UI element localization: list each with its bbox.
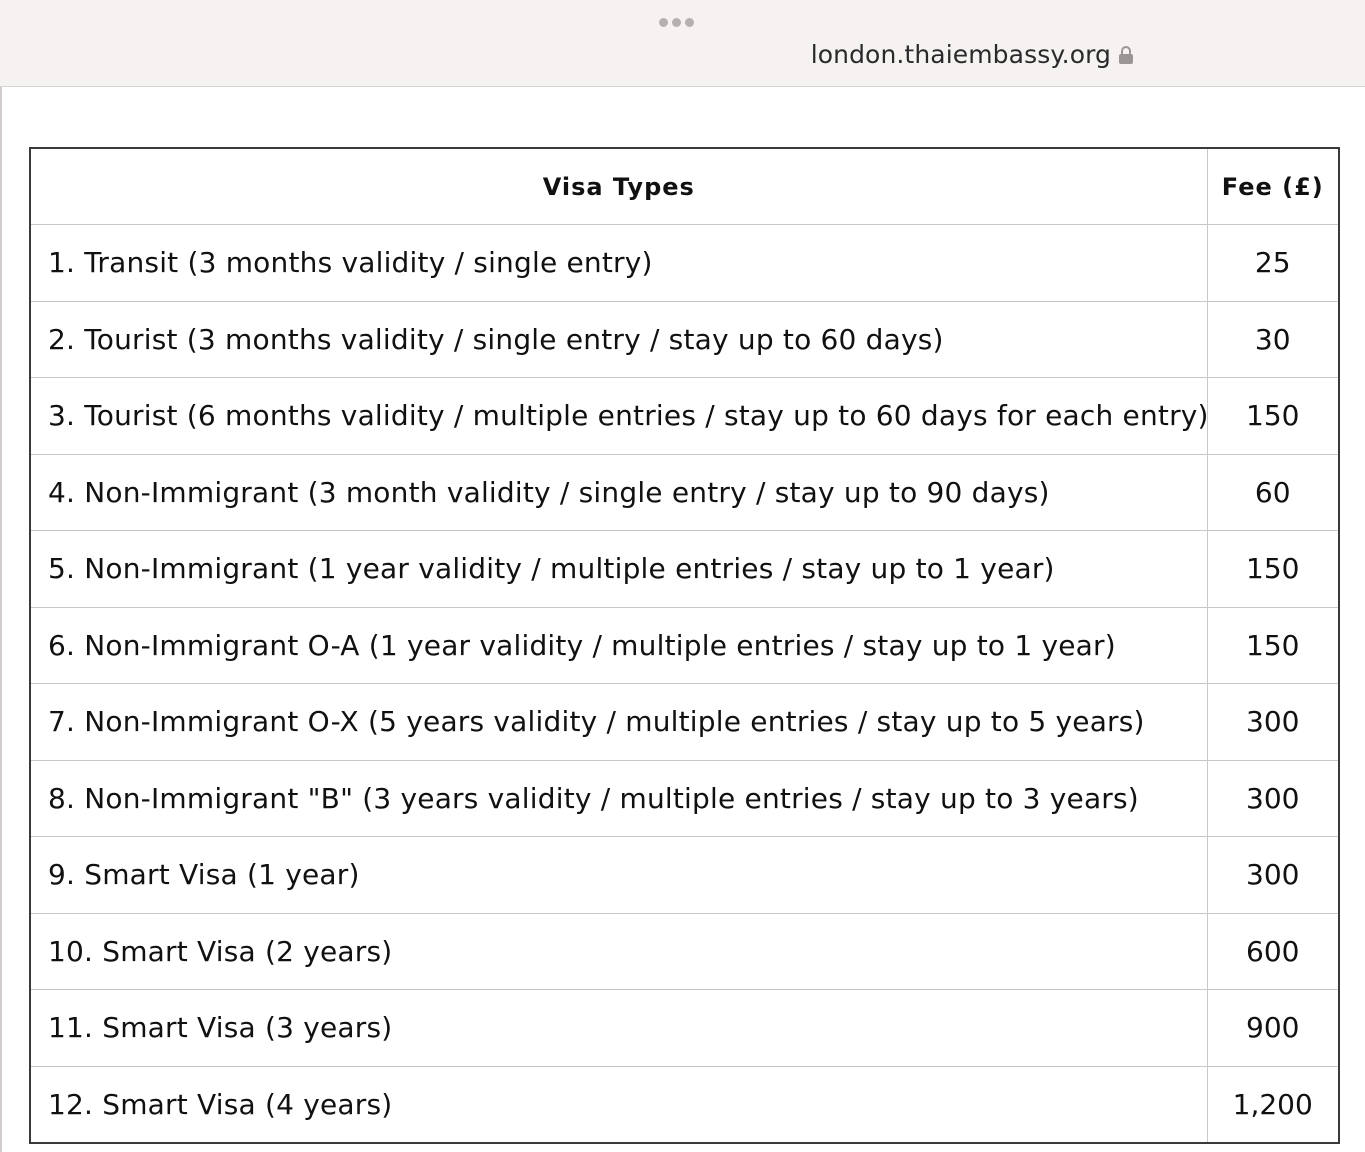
visa-type-cell: 9. Smart Visa (1 year) bbox=[30, 837, 1207, 914]
table-row bbox=[30, 225, 1339, 302]
visa-type-cell: 7. Non-Immigrant O-X (5 years validity / multiple entries / stay up to 5 years) bbox=[30, 684, 1207, 761]
table-row bbox=[30, 378, 1339, 455]
visa-fee-table-container bbox=[29, 147, 1338, 1144]
fee-cell: 30 bbox=[1207, 301, 1339, 378]
visa-type-cell: 1. Transit (3 months validity / single entry) bbox=[30, 225, 1207, 302]
visa-type-cell: 2. Tourist (3 months validity / single entry / stay up to 60 days) bbox=[30, 301, 1207, 378]
header-fee: Fee (£) bbox=[1207, 148, 1339, 225]
fee-cell: 300 bbox=[1207, 760, 1339, 837]
fee-cell: 60 bbox=[1207, 454, 1339, 531]
table-row bbox=[30, 301, 1339, 378]
fee-cell: 1,200 bbox=[1207, 1066, 1339, 1143]
fee-cell: 25 bbox=[1207, 225, 1339, 302]
visa-type-cell: 4. Non-Immigrant (3 month validity / single entry / stay up to 90 days) bbox=[30, 454, 1207, 531]
table-row bbox=[30, 837, 1339, 914]
more-dots-icon[interactable] bbox=[659, 18, 694, 27]
table-row bbox=[30, 990, 1339, 1067]
table-row bbox=[30, 454, 1339, 531]
visa-type-cell: 8. Non-Immigrant "B" (3 years validity / multiple entries / stay up to 3 years) bbox=[30, 760, 1207, 837]
visa-type-cell: 6. Non-Immigrant O-A (1 year validity / multiple entries / stay up to 1 year) bbox=[30, 607, 1207, 684]
url-text[interactable]: london.thaiembassy.org bbox=[810, 40, 1111, 69]
visa-type-cell: 3. Tourist (6 months validity / multiple entries / stay up to 60 days for each entry) bbox=[30, 378, 1207, 455]
fee-cell: 150 bbox=[1207, 531, 1339, 608]
visa-type-cell: 12. Smart Visa (4 years) bbox=[30, 1066, 1207, 1143]
visa-type-cell: 10. Smart Visa (2 years) bbox=[30, 913, 1207, 990]
table-row bbox=[30, 684, 1339, 761]
table-row bbox=[30, 607, 1339, 684]
fee-cell: 300 bbox=[1207, 837, 1339, 914]
header-visa-types: Visa Types bbox=[30, 148, 1207, 225]
visa-fee-table bbox=[29, 147, 1340, 1144]
fee-cell: 900 bbox=[1207, 990, 1339, 1067]
fee-cell: 600 bbox=[1207, 913, 1339, 990]
visa-type-cell: 5. Non-Immigrant (1 year validity / multiple entries / stay up to 1 year) bbox=[30, 531, 1207, 608]
table-header-row bbox=[30, 148, 1339, 225]
table-row bbox=[30, 760, 1339, 837]
table-row bbox=[30, 913, 1339, 990]
table-row bbox=[30, 531, 1339, 608]
url-display[interactable] bbox=[811, 40, 1133, 69]
fee-cell: 300 bbox=[1207, 684, 1339, 761]
fee-cell: 150 bbox=[1207, 607, 1339, 684]
fee-cell: 150 bbox=[1207, 378, 1339, 455]
lock-icon bbox=[1119, 46, 1133, 64]
visa-type-cell: 11. Smart Visa (3 years) bbox=[30, 990, 1207, 1067]
page-left-edge bbox=[0, 87, 2, 1152]
browser-address-bar bbox=[0, 0, 1365, 87]
table-row bbox=[30, 1066, 1339, 1143]
